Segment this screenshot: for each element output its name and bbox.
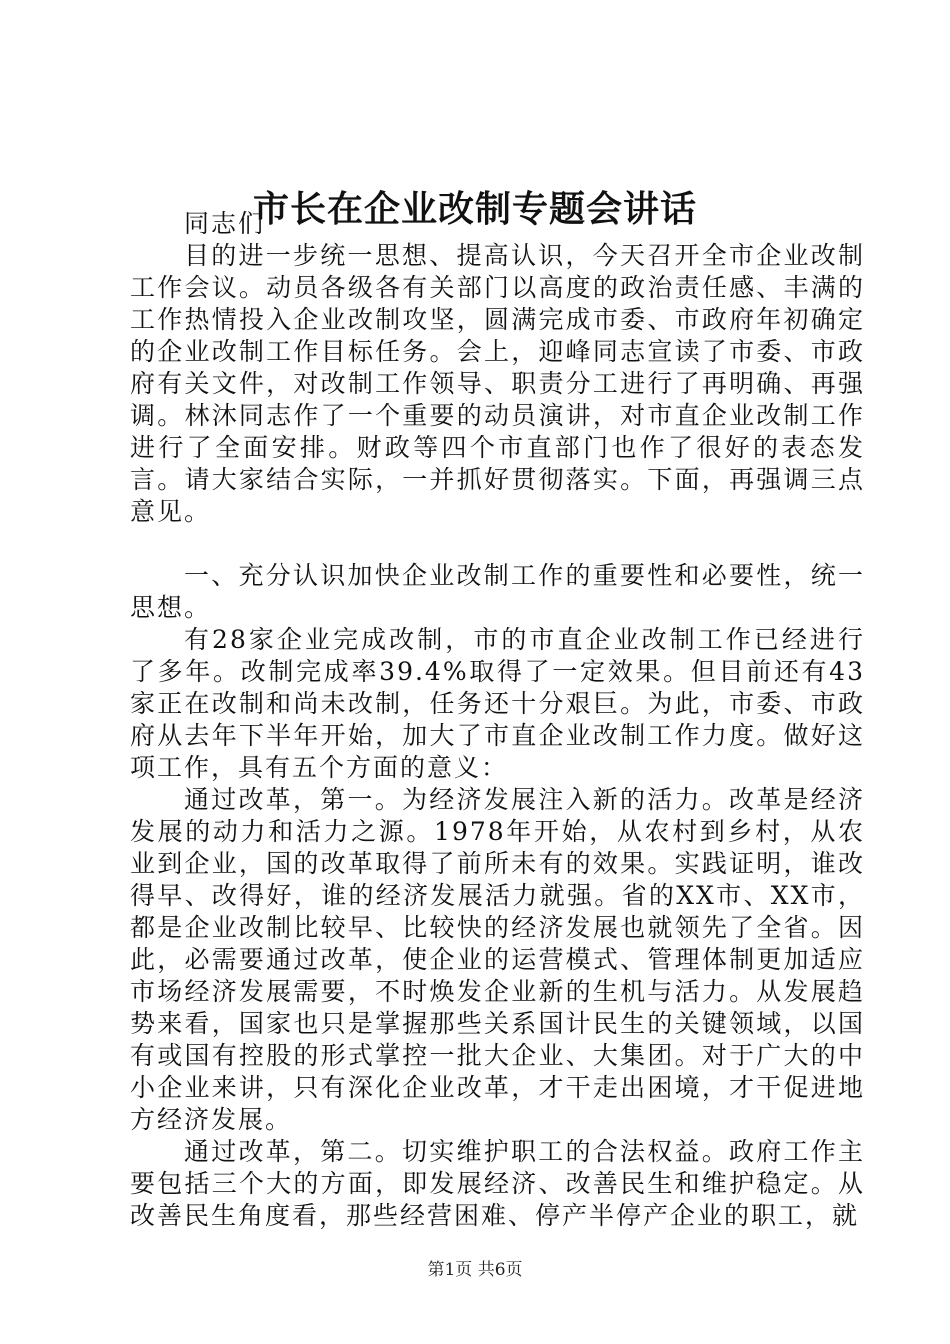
document-title: 市长在企业改制专题会讲话 [252,188,697,230]
paragraph-point-1: 通过改革，第一。为经济发展注入新的活力。改革是经济发展的动力和活力之源。1978年开始，从农村到乡村，从农业到企业，国的改革取得了前所未有的效果。实践证明，谁改得早、改得好，谁的经济发展活力就强。省的XX市、XX市，都是企业改制比较早、比较快的经济发展也就领先了全省。因此，必需要通过改革，使企业的运营模式、管理体制更加适应市场经济发展需要，不时焕发企业新的生机与活力。从发展趋势来看，国家也只是掌握那些关系国计民生的关键领域，以国有或国有控股的形式掌控一批大企业、大集团。对于广大的中小企业来讲，只有深化企业改革，才干走出困境，才干促进地方经济发展。 [130,785,865,1134]
page-footer: 第1页 共6页 [427,1260,523,1280]
section-heading-1: 一、充分认识加快企业改制工作的重要性和必要性，统一思想。 [130,561,865,622]
salutation: 同志们 [184,209,266,238]
paragraph-point-2: 通过改革，第二。切实维护职工的合法权益。政府工作主要包括三个大的方面，即发展经济、改善民生和维护稳定。从改善民生角度看，那些经营困难、停产半停产企业的职工，就 [130,1137,865,1230]
paragraph-intro: 目的进一步统一思想、提高认识，今天召开全市企业改制工作会议。动员各级各有关部门以高度的政治责任感、丰满的工作热情投入企业改制攻坚，圆满完成市委、市政府年初确定的企业改制工作目标任务。会上，迎峰同志宣读了市委、市政府有关文件，对改制工作领导、职责分工进行了再明确、再强调。林沐同志作了一个重要的动员演讲，对市直企业改制工作进行了全面安排。财政等四个市直部门也作了很好的表态发言。请大家结合实际，一并抓好贯彻落实。下面，再强调三点意见。 [130,241,865,526]
paragraph-progress: 有28家企业完成改制，市的市直企业改制工作已经进行了多年。改制完成率39.4%取得了一定效果。但目前还有43家正在改制和尚未改制，任务还十分艰巨。为此，市委、市政府从去年下半年开始，加大了市直企业改制工作力度。做好这项工作，具有五个方面的意义： [130,625,865,782]
paragraph-spacer [130,528,865,560]
document-body [130,208,865,1232]
